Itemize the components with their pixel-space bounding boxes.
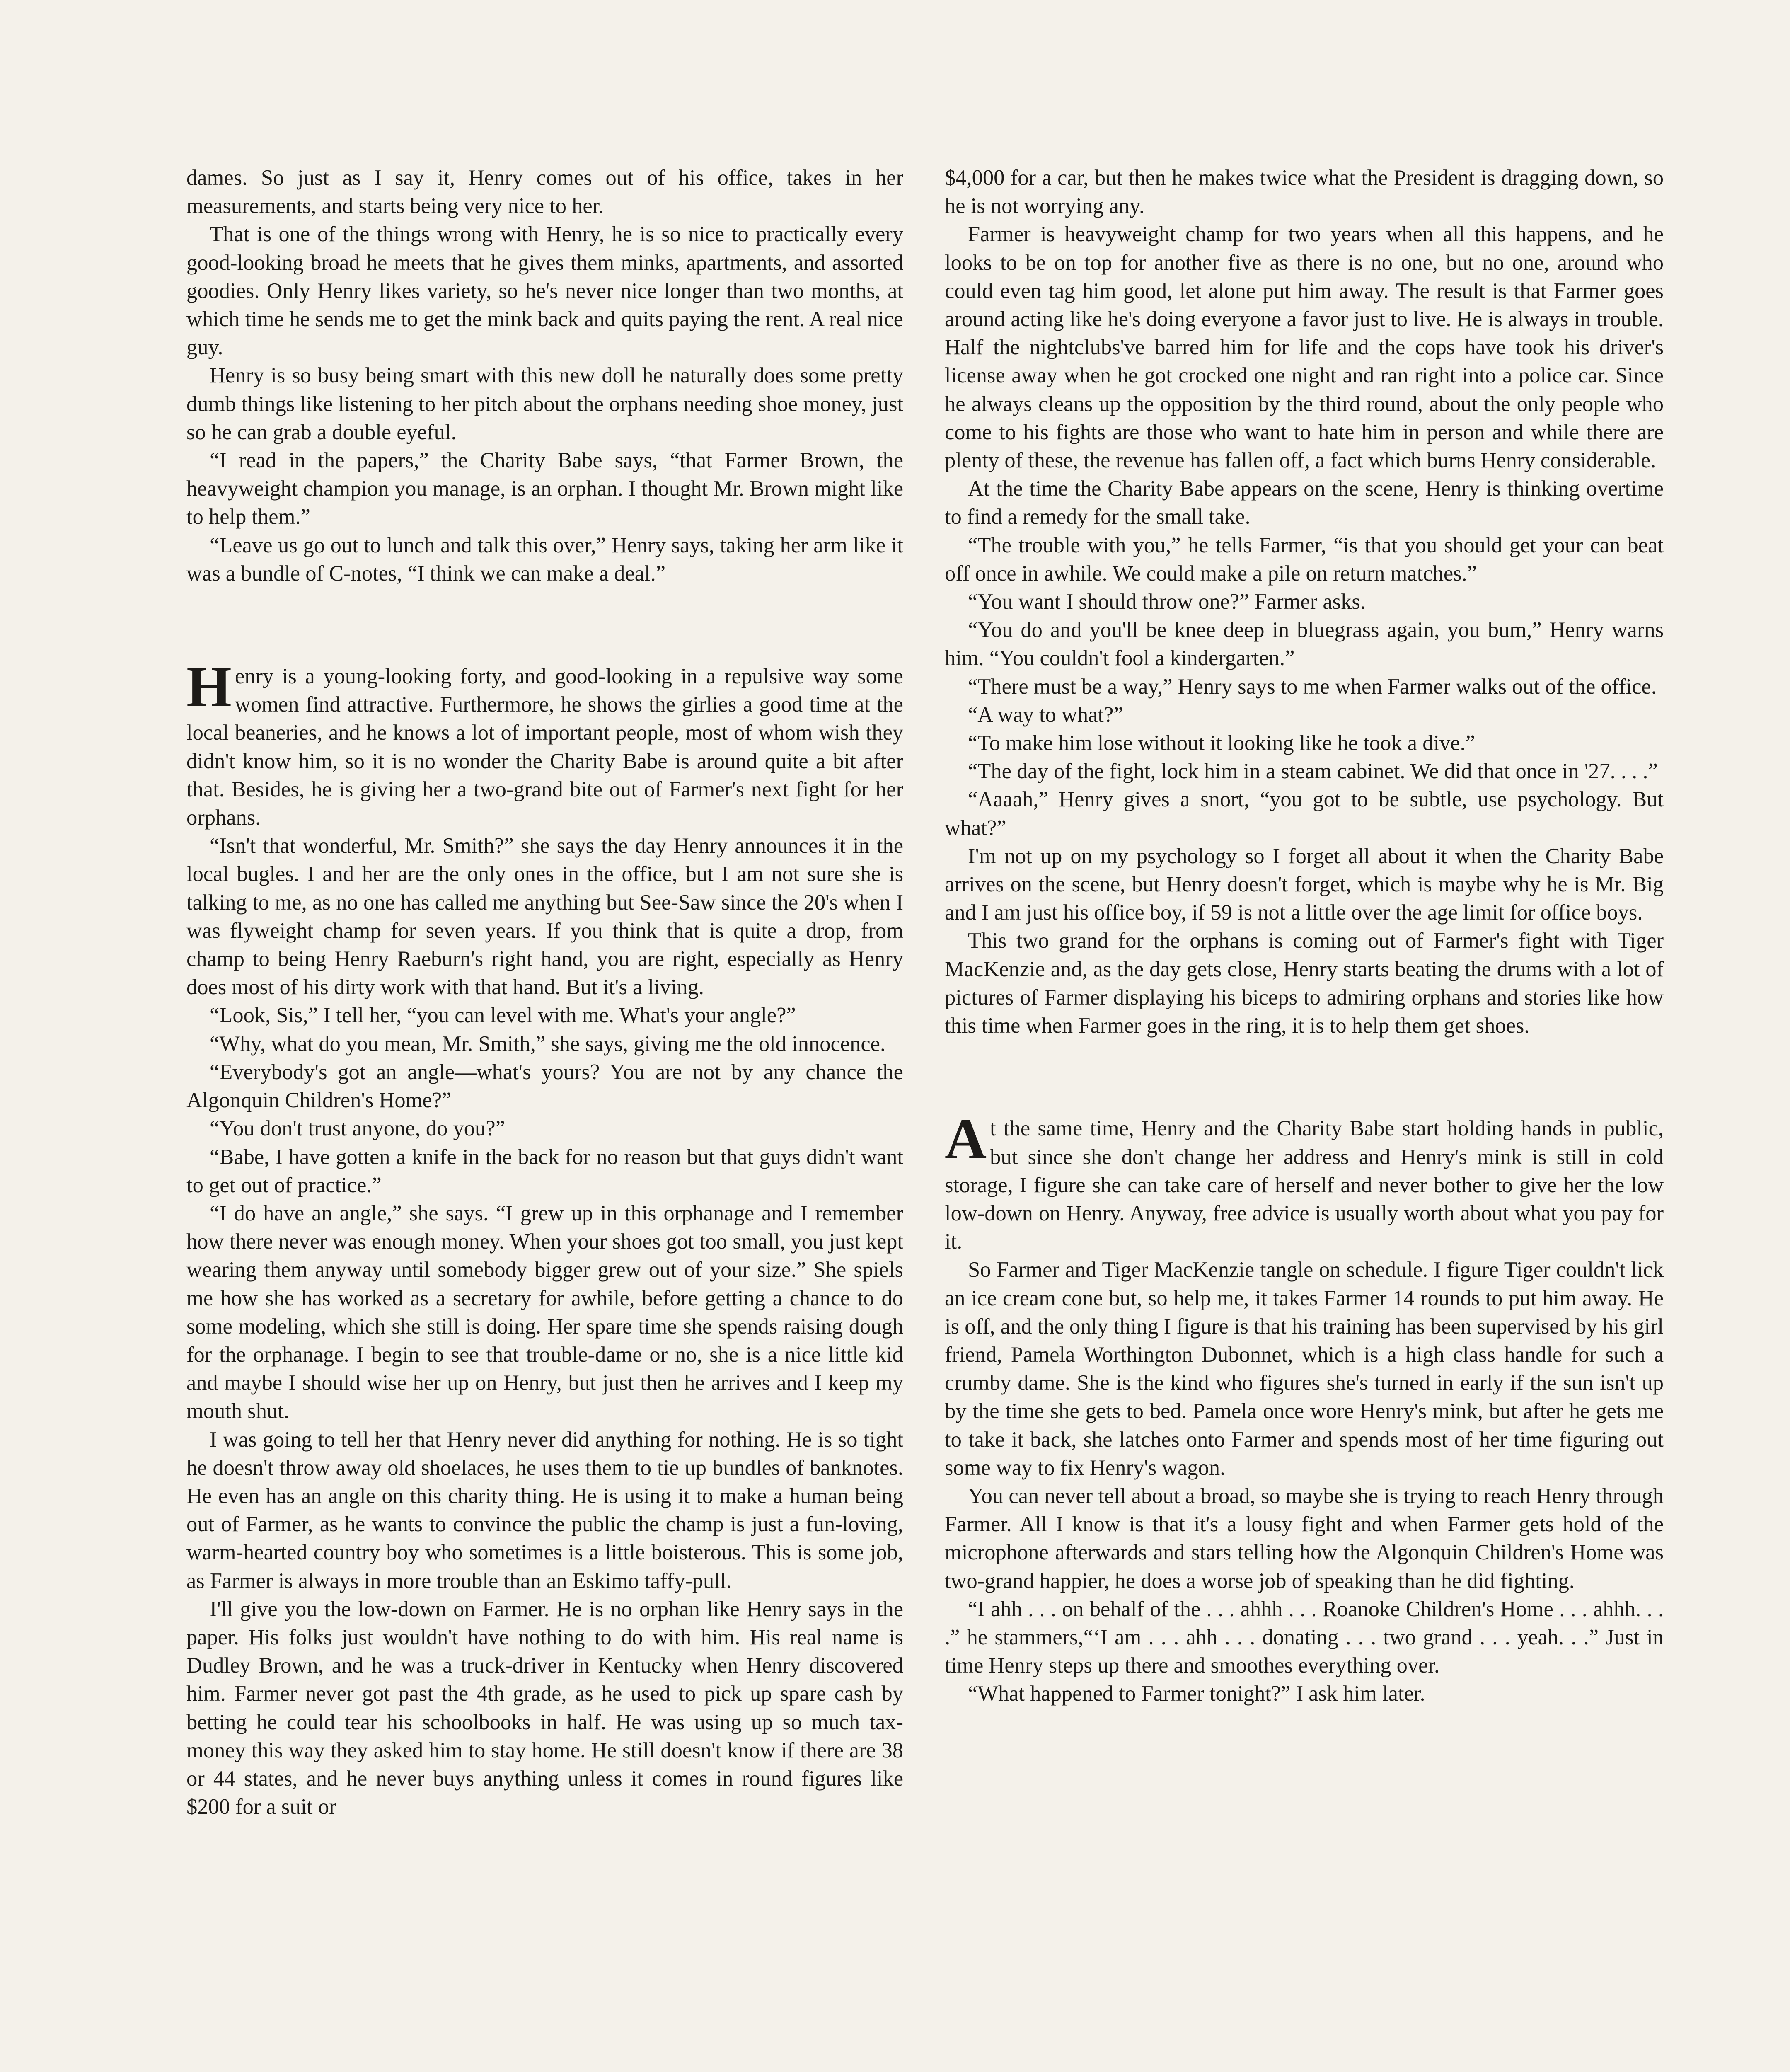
paragraph: “Aaaah,” Henry gives a snort, “you got to be subtle, use psychology. But what?” — [945, 787, 1664, 840]
paragraph-text: t the same time, Henry and the Charity Babe start holding hands in public, but since she don't change her address and Henry's mink is still in cold storage, I figure she can take care of herself and never bother to give her the low low-down on Henry. Anyway, free advice is usually worth about what you pay for it. — [945, 1116, 1664, 1254]
paragraph-text: enry is a young-looking forty, and good-looking in a repulsive way some women find attractive. Furthermore, he shows the girlies a good time at the local beaneries, and he knows a lot of important people, most of whom wish they didn't know him, so it is no wonder the Charity Babe is around quite a bit after that. Besides, he is giving her a two-grand bite out of Farmer's next fight for her orphans. — [186, 664, 903, 830]
left-column — [186, 164, 903, 1821]
section-opening-paragraph — [945, 1107, 1664, 1256]
paragraph: “Leave us go out to lunch and talk this over,” Henry says, taking her arm like it was a bundle of C-notes, “I think we can make a deal.” — [186, 533, 903, 586]
paragraph: “The trouble with you,” he tells Farmer, “is that you should get your can beat off once in awhile. We could make a pile on return matches.” — [945, 533, 1664, 586]
paragraph: “You want I should throw one?” Farmer asks. — [968, 590, 1366, 614]
paragraph: dames. So just as I say it, Henry comes out of his office, takes in her measurements, and starts being very nice to her. — [186, 166, 903, 218]
paragraph: “I read in the papers,” the Charity Babe says, “that Farmer Brown, the heavyweight champion you manage, is an orphan. I thought Mr. Brown might like to help them.” — [186, 448, 903, 529]
section-opening-paragraph — [186, 655, 903, 832]
paragraph: $4,000 for a car, but then he makes twice what the President is dragging down, so he is not worrying any. — [945, 166, 1664, 218]
paragraph: That is one of the things wrong with Henry, he is so nice to practically every good-looking broad he meets that he gives them minks, apartments, and assorted goodies. Only Henry likes variety, so he's never nice longer than two months, at which time he sends me to get the mink back and quits paying the rent. A real nice guy. — [186, 222, 903, 360]
paragraph: “Why, what do you mean, Mr. Smith,” she says, giving me the old innocence. — [210, 1031, 886, 1056]
paragraph: “To make him lose without it looking like he took a dive.” — [968, 731, 1476, 755]
paragraph: “Isn't that wonderful, Mr. Smith?” she says the day Henry announces it in the local bugles. I and her are the only ones in the office, but I am not sure she is talking to me, as no one has called me anything but See-Saw since the 20's when I was flyweight champ for seven years. If you think that is quite a drop, from champ to being Henry Raeburn's right hand, you are right, especially as Henry does most of his dirty work with that hand. But it's a living. — [186, 834, 903, 1000]
section-break — [186, 588, 903, 662]
section-break — [945, 1040, 1664, 1114]
drop-cap: H — [186, 655, 232, 719]
paragraph: You can never tell about a broad, so maybe she is trying to reach Henry through Farmer. All I know is that it's a lousy fight and when Farmer gets hold of the microphone afterwards and stars telling how the Algonquin Children's Home was two-grand happier, he does a worse job of speaking than he did fighting. — [945, 1484, 1664, 1593]
drop-cap: A — [945, 1107, 987, 1172]
paragraph: “There must be a way,” Henry says to me when Farmer walks out of the office. — [968, 674, 1657, 699]
paragraph: “The day of the fight, lock him in a steam cabinet. We did that once in '27. . . .” — [968, 759, 1658, 784]
paragraph: This two grand for the orphans is coming out of Farmer's fight with Tiger MacKenzie and, as the day gets close, Henry starts beating the drums with a lot of pictures of Farmer displaying his biceps to admiring orphans and stories like how this time when Farmer goes in the ring, it is to help them get shoes. — [945, 929, 1664, 1038]
paragraph: I was going to tell her that Henry never did anything for nothing. He is so tight he doesn't throw away old shoelaces, he uses them to tie up bundles of banknotes. He even has an angle on this charity thing. He is using it to make a human being out of Farmer, as he wants to convince the public the champ is just a fun-loving, warm-hearted country boy who sometimes is a little boisterous. This is some job, as Farmer is always in more trouble than an Eskimo taffy-pull. — [186, 1427, 903, 1593]
paragraph: I'm not up on my psychology so I forget all about it when the Charity Babe arrives on the scene, but Henry doesn't forget, which is maybe why he is Mr. Big and I am just his office boy, if 59 is not a little over the age limit for office boys. — [945, 844, 1664, 925]
paragraph: At the time the Charity Babe appears on the scene, Henry is thinking overtime to find a remedy for the small take. — [945, 477, 1664, 529]
paragraph: Henry is so busy being smart with this new doll he naturally does some pretty dumb things like listening to her pitch about the orphans needing shoe money, just so he can grab a double eyeful. — [186, 363, 903, 444]
paragraph: “I do have an angle,” she says. “I grew up in this orphanage and I remember how there never was enough money. When your shoes got too small, you just kept wearing them anyway until somebody bigger grew out of your size.” She spiels me how she has worked as a secretary for awhile, before getting a chance to do some modeling, which she still is doing. Her spare time she spends raising dough for the orphanage. I begin to see that trouble-dame or no, she is a nice little kid and maybe I should wise her up on Henry, but just then he arrives and I keep my mouth shut. — [186, 1201, 903, 1423]
paragraph: So Farmer and Tiger MacKenzie tangle on schedule. I figure Tiger couldn't lick an ice cream cone but, so help me, it takes Farmer 14 rounds to put him away. He is off, and the only thing I figure is that his training has been supervised by his girl friend, Pamela Worthington Dubonnet, which is a high class handle for such a crumby dame. She is the kind who figures she's turned in early if the sun isn't up by the time she gets to bed. Pamela once wore Henry's mink, but after he gets me to take it back, she latches onto Farmer and spends most of her time figuring out some way to fix Henry's wagon. — [945, 1258, 1664, 1480]
paragraph: I'll give you the low-down on Farmer. He is no orphan like Henry says in the paper. His folks just wouldn't have nothing to do with him. His real name is Dudley Brown, and he was a truck-driver in Kentucky when Henry discovered him. Farmer never got past the 4th grade, as he used to pick up spare cash by betting he could tear his schoolbooks in half. He was using up so much tax-money this way they asked him to stay home. He still doesn't know if there are 38 or 44 states, and he never buys anything unless it comes in round figures like $200 for a suit or — [186, 1597, 903, 1819]
paragraph: “What happened to Farmer tonight?” I ask him later. — [968, 1682, 1425, 1706]
paragraph: Farmer is heavyweight champ for two years when all this happens, and he looks to be on top for another five as there is no one, but no one, around who could even tag him good, let alone put him away. The result is that Farmer goes around acting like he's doing everyone a favor just to live. He is always in trouble. Half the nightclubs've barred him for life and the cops have took his driver's license away when he got crocked one night and ran right into a police car. Since he always cleans up the opposition by the third round, about the only people who come to his fights are those who want to hate him in person and while there are plenty of these, the revenue has fallen off, a fact which burns Henry considerable. — [945, 222, 1664, 473]
right-column — [945, 164, 1664, 1708]
paragraph: “You don't trust anyone, do you?” — [210, 1116, 505, 1141]
paragraph: “Everybody's got an angle—what's yours? You are not by any chance the Algonquin Children's Home?” — [186, 1060, 903, 1113]
paragraph: “Babe, I have gotten a knife in the back for no reason but that guys didn't want to get out of practice.” — [186, 1145, 903, 1197]
paragraph: “You do and you'll be knee deep in bluegrass again, you bum,” Henry warns him. “You couldn't fool a kindergarten.” — [945, 618, 1664, 670]
paragraph: “Look, Sis,” I tell her, “you can level with me. What's your angle?” — [210, 1003, 796, 1028]
paragraph: “A way to what?” — [968, 702, 1123, 727]
paragraph: “I ahh . . . on behalf of the . . . ahhh . . . Roanoke Children's Home . . . ahhh. . . .” he stammers,“‘I am . . . ahh . . . donating . . . two grand . . . yeah. . .” Just in time Henry steps up there and smoothes everything over. — [945, 1597, 1664, 1678]
